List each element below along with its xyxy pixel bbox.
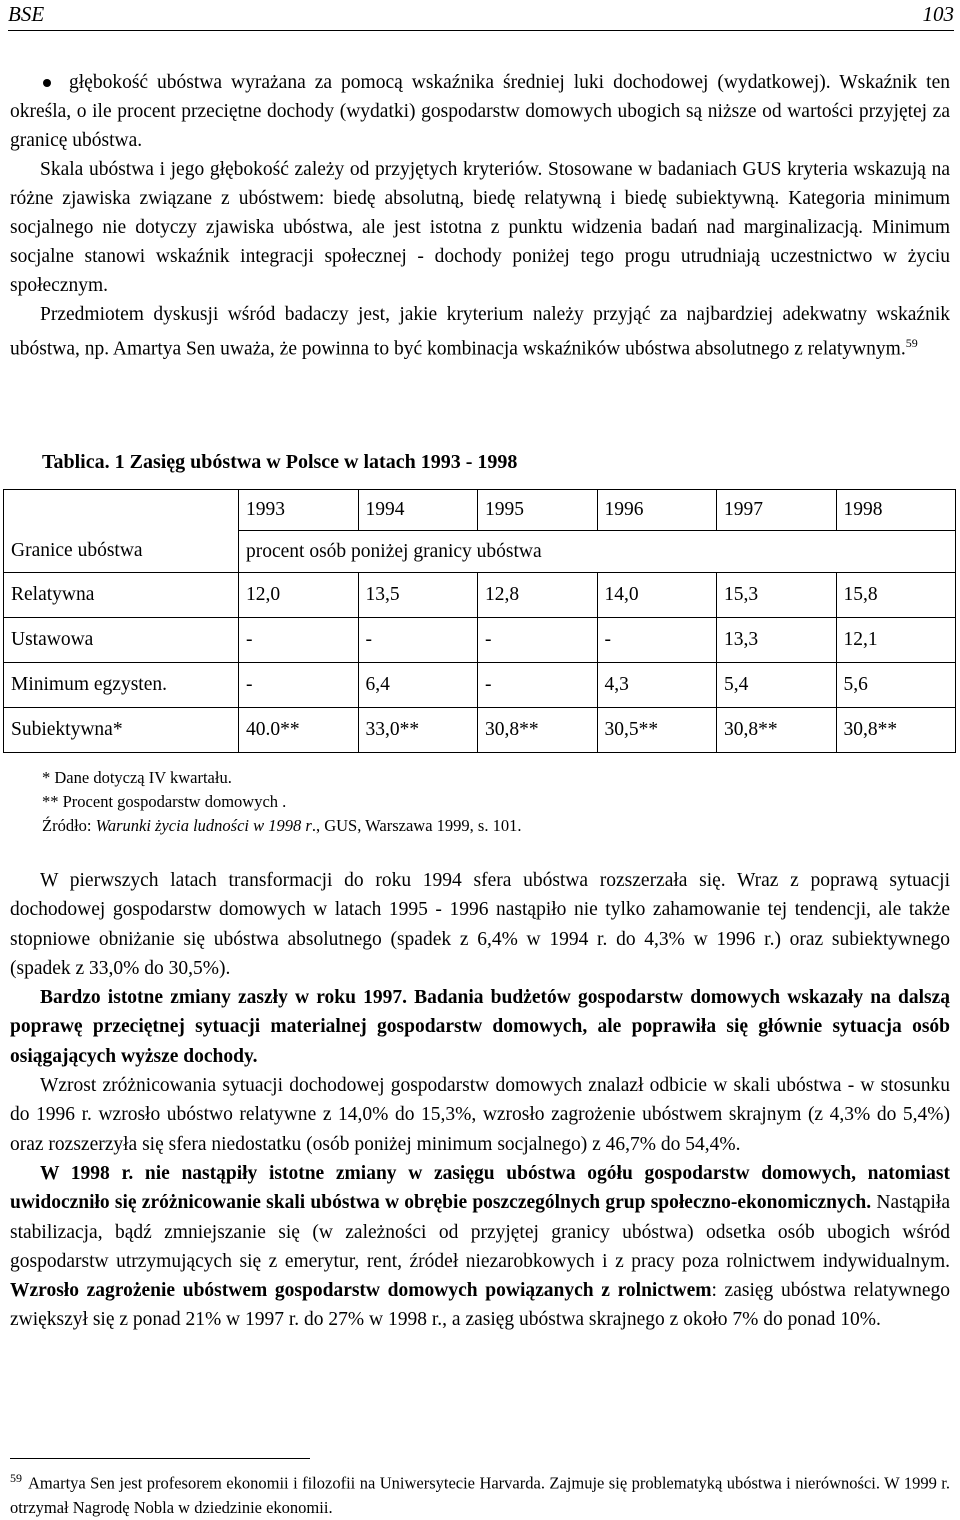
year-cell: 1996	[597, 490, 717, 531]
row-label: Ustawowa	[4, 618, 239, 663]
row-label: Relatywna	[4, 573, 239, 618]
paragraph-text: Wzrost zróżnicowania sytuacji dochodowej gospodarstw domowych znalazł odbicie w skali ubóstwa - w stosunku do 1996 r. wzrosło ubóstwo relatywne z 14,0% do 15,3%, wzrosło zagrożenie ubóstwem skrajnym (z 4,3% do 5,4%) oraz rozszerzyła się sfera niedostatku (osób poniżej minimum socjalnego) z 46,7% do 54,4%.	[10, 1075, 950, 1155]
paragraph-text: : zasięg ubóstwa relatywnego zwiększył się z ponad 21% w 1997 r. do 27% w 1998 r., a zasięg ubóstwa skrajnego z około 7% do ponad 10%.	[10, 1280, 950, 1331]
paragraph	[10, 300, 950, 364]
table-cell: 6,4	[358, 663, 478, 708]
table-cell: 30,8**	[836, 708, 956, 753]
source-title: Warunki życia ludności w 1998 r	[95, 816, 312, 835]
table-cell: 5,4	[717, 663, 837, 708]
table-cell: -	[597, 618, 717, 663]
paragraph-text: Przedmiotem dyskusji wśród badaczy jest, jakie kryterium należy przyjąć za najbardziej adekwatny wskaźnik ubóstwa, np. Amartya Sen uważa, że powinna to być kombinacja wskaźników ubóstwa absolutnego z relatywnym.	[10, 304, 950, 360]
bold-text: W 1998 r. nie nastąpiły istotne zmiany w zasięgu ubóstwa ogółu gospodarstw domowych, natomiast uwidoczniło się zróżnicowanie skali ubóstwa w obrębie poszczególnych grup społeczno-ekonomicznych.	[10, 1162, 950, 1214]
paragraph-text: W pierwszych latach transformacji do roku 1994 sfera ubóstwa rozszerzała się. Wraz z poprawą sytuacji dochodowej gospodarstw domowych w latach 1995 - 1996 nastąpiło nie tylko zahamowanie tej tendencji, ale także stopniowe obniżanie się ubóstwa absolutnego (spadek z 6,4% w 1994 r. do 4,3% w 1996 r.) oraz subiektywnego (spadek z 33,0% do 30,5%).	[10, 870, 950, 979]
table-source	[42, 814, 521, 838]
year-cell: 1993	[239, 490, 359, 531]
table-cell: 30,8**	[717, 708, 837, 753]
paragraph-text: Skala ubóstwa i jego głębokość zależy od przyjętych kryteriów. Stosowane w badaniach GUS kryteria wskazują na różne zjawiska związane z ubóstwem: biedę absolutną, biedę relatywną i biedę subiektywną. Kategoria minimum socjalnego nie dotyczy zjawiska ubóstwa, ale jest istotna z punktu widzenia badań nad marginalizacją. Minimum socjalne stanowi wskaźnik integracji społecznej - dochody poniżej tego progu utrudniają uczestnictwo w życiu społecznym.	[10, 159, 950, 296]
year-cell: 1998	[836, 490, 956, 531]
table-notes	[42, 766, 521, 838]
table-cell: 15,3	[717, 573, 837, 618]
table-cell: -	[358, 618, 478, 663]
page-number: 103	[922, 2, 954, 26]
bullet-icon	[43, 79, 51, 87]
table-title: Tablica. 1 Zasięg ubóstwa w Polsce w latach 1993 - 1998	[42, 451, 518, 473]
table-cell: -	[478, 663, 598, 708]
table-header-row	[4, 490, 956, 531]
table-note: ** Procent gospodarstw domowych .	[42, 792, 287, 811]
bold-paragraph-text: Bardzo istotne zmiany zaszły w roku 1997. Badania budżetów gospodarstw domowych wskazały na dalszą poprawę przeciętnej sytuacji materialnej gospodarstw domowych, ale poprawiła się głównie sytuacja osób osiągających wyższe dochody.	[10, 987, 950, 1067]
paragraph	[10, 155, 950, 300]
table-cell: 5,6	[836, 663, 956, 708]
footnote-divider	[10, 1458, 310, 1459]
row-header-label: Granice ubóstwa	[4, 531, 239, 573]
intro-section	[10, 68, 950, 364]
table-row	[4, 618, 956, 663]
paragraph	[10, 1071, 950, 1159]
table-cell: 4,3	[597, 663, 717, 708]
table-cell: 13,5	[358, 573, 478, 618]
footnote-text: Amartya Sen jest profesorem ekonomii i filozofii na Uniwersytecie Harvarda. Zajmuje się problematyką ubóstwa i nierówności. W 1999 r. otrzymał Nagrodę Nobla w dziedzinie ekonomii.	[10, 1473, 950, 1517]
source-details: ., GUS, Warszawa 1999, s. 101.	[311, 816, 522, 835]
table-cell: 12,1	[836, 618, 956, 663]
footnote-number: 59	[10, 1471, 22, 1485]
year-cell: 1995	[478, 490, 598, 531]
paragraph	[10, 983, 950, 1071]
unit-label: procent osób poniżej granicy ubóstwa	[239, 531, 956, 573]
page-header	[8, 0, 954, 31]
table-row	[4, 663, 956, 708]
poverty-table	[3, 489, 956, 753]
table-cell: 40.0**	[239, 708, 359, 753]
table-cell: 14,0	[597, 573, 717, 618]
table-cell: 15,8	[836, 573, 956, 618]
table-corner-cell	[4, 490, 239, 531]
bullet-item	[10, 68, 950, 155]
table-cell: 13,3	[717, 618, 837, 663]
paragraph	[10, 866, 950, 983]
table-cell: 30,5**	[597, 708, 717, 753]
table-cell: 12,0	[239, 573, 359, 618]
row-label: Minimum egzysten.	[4, 663, 239, 708]
year-cell: 1997	[717, 490, 837, 531]
bold-text: Wzrosło zagrożenie ubóstwem gospodarstw domowych powiązanych z rolnictwem	[10, 1280, 712, 1302]
table-cell: 12,8	[478, 573, 598, 618]
row-label: Subiektywna*	[4, 708, 239, 753]
table-cell: 30,8**	[478, 708, 598, 753]
footnote-reference[interactable]: 59	[905, 336, 918, 350]
table-row	[4, 708, 956, 753]
analysis-section	[10, 866, 950, 1335]
footnote	[10, 1466, 950, 1520]
paragraph-text: Nastąpiła stabilizacja, bądź zmniejszanie się (w zależności od przyjętej granicy ubóstwa) odsetka osób ubogich wśród gospodarstw utrzymujących się z emerytur, rent, źródeł niezarobkowych i z pracy poza rolnictwem indywidualnym.	[10, 1192, 951, 1272]
table-row	[4, 573, 956, 618]
table-cell: -	[478, 618, 598, 663]
year-cell: 1994	[358, 490, 478, 531]
table-note: * Dane dotyczą IV kwartału.	[42, 768, 232, 787]
paragraph	[10, 1159, 950, 1335]
table-unit-row	[4, 531, 956, 573]
source-prefix: Źródło:	[42, 816, 96, 835]
table-cell: 33,0**	[358, 708, 478, 753]
bullet-text: głębokość ubóstwa wyrażana za pomocą wskaźnika średniej luki dochodowej (wydatkowej). Wskaźnik ten określa, o ile procent przeciętne dochody (wydatki) gospodarstw domowych ubogich są niższe od wartości przyjętej za granicę ubóstwa.	[10, 72, 950, 151]
journal-abbreviation: BSE	[8, 2, 45, 26]
table-cell: -	[239, 663, 359, 708]
table-cell: -	[239, 618, 359, 663]
